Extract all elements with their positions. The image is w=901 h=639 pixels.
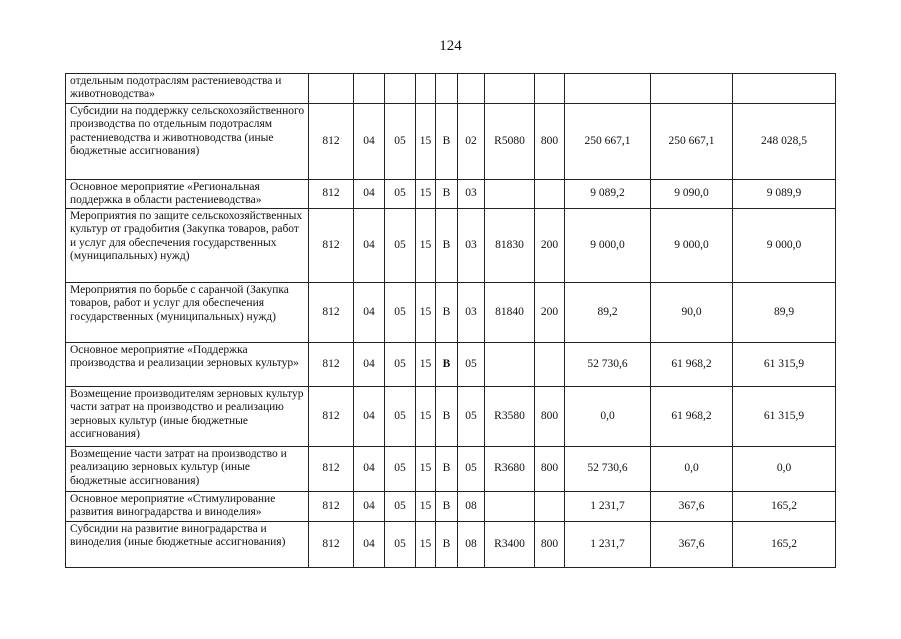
cell-grbs: 812 bbox=[309, 387, 354, 447]
cell-expense-type: 800 bbox=[535, 104, 565, 180]
cell-pr: 05 bbox=[385, 283, 416, 343]
cell-sum-year1: 89,2 bbox=[565, 283, 651, 343]
page-number: 124 bbox=[439, 38, 462, 54]
cell-pr: 05 bbox=[385, 209, 416, 283]
cell-direction bbox=[485, 492, 535, 522]
cell-sum-year3: 61 315,9 bbox=[733, 343, 836, 387]
cell-pr: 05 bbox=[385, 492, 416, 522]
cell-sum-year2 bbox=[651, 74, 733, 104]
cell-sum-year2: 61 968,2 bbox=[651, 387, 733, 447]
cell-subprogram: В bbox=[436, 180, 458, 209]
row-name: Возмещение части затрат на производство и реализацию зерновых культур (иные бюджетные ассигнования) bbox=[66, 447, 309, 492]
table-row bbox=[66, 343, 836, 387]
cell-subprogram: В bbox=[436, 343, 458, 387]
cell-subprogram: В bbox=[436, 283, 458, 343]
cell-sum-year2: 367,6 bbox=[651, 522, 733, 568]
cell-subprogram: В bbox=[436, 209, 458, 283]
row-name: Основное мероприятие «Стимулирование развития виноградарства и виноделия» bbox=[66, 492, 309, 522]
cell-sum-year3: 9 000,0 bbox=[733, 209, 836, 283]
table-row bbox=[66, 74, 836, 104]
cell-sum-year3: 0,0 bbox=[733, 447, 836, 492]
table-row bbox=[66, 209, 836, 283]
cell-subprogram: В bbox=[436, 104, 458, 180]
cell-sum-year1: 52 730,6 bbox=[565, 343, 651, 387]
cell-program: 15 bbox=[416, 104, 436, 180]
cell-direction: R3680 bbox=[485, 447, 535, 492]
table-row bbox=[66, 180, 836, 209]
cell-subprogram: В bbox=[436, 492, 458, 522]
cell-direction bbox=[485, 74, 535, 104]
cell-pr: 05 bbox=[385, 180, 416, 209]
cell-direction: R5080 bbox=[485, 104, 535, 180]
row-name: Мероприятия по защите сельскохозяйственных культур от градобития (Закупка товаров, работ и услуг для обеспечения государственных (муниципальных) нужд) bbox=[66, 209, 309, 283]
table-row bbox=[66, 447, 836, 492]
cell-direction bbox=[485, 180, 535, 209]
cell-pr: 05 bbox=[385, 522, 416, 568]
cell-grbs: 812 bbox=[309, 283, 354, 343]
cell-sum-year3: 248 028,5 bbox=[733, 104, 836, 180]
cell-expense-type: 200 bbox=[535, 283, 565, 343]
cell-sum-year1: 52 730,6 bbox=[565, 447, 651, 492]
row-name: Субсидии на поддержку сельскохозяйственного производства по отдельным подотраслям растениеводства и животноводства (иные бюджетные ассигнования) bbox=[66, 104, 309, 180]
cell-sum-year1: 1 231,7 bbox=[565, 522, 651, 568]
cell-program bbox=[416, 74, 436, 104]
cell-rz: 04 bbox=[354, 387, 385, 447]
cell-rz: 04 bbox=[354, 209, 385, 283]
cell-event: 05 bbox=[458, 447, 485, 492]
table-row bbox=[66, 104, 836, 180]
cell-sum-year1: 250 667,1 bbox=[565, 104, 651, 180]
cell-expense-type bbox=[535, 180, 565, 209]
cell-event: 05 bbox=[458, 387, 485, 447]
cell-grbs: 812 bbox=[309, 180, 354, 209]
cell-event: 03 bbox=[458, 180, 485, 209]
cell-pr: 05 bbox=[385, 387, 416, 447]
cell-sum-year1: 9 000,0 bbox=[565, 209, 651, 283]
cell-direction: R3580 bbox=[485, 387, 535, 447]
cell-sum-year1: 9 089,2 bbox=[565, 180, 651, 209]
cell-rz bbox=[354, 74, 385, 104]
row-name: Основное мероприятие «Поддержка производства и реализации зерновых культур» bbox=[66, 343, 309, 387]
cell-event: 02 bbox=[458, 104, 485, 180]
cell-direction: R3400 bbox=[485, 522, 535, 568]
cell-program: 15 bbox=[416, 492, 436, 522]
cell-program: 15 bbox=[416, 283, 436, 343]
cell-sum-year3: 9 089,9 bbox=[733, 180, 836, 209]
cell-expense-type: 800 bbox=[535, 387, 565, 447]
cell-expense-type bbox=[535, 343, 565, 387]
cell-grbs: 812 bbox=[309, 492, 354, 522]
cell-expense-type: 200 bbox=[535, 209, 565, 283]
cell-program: 15 bbox=[416, 447, 436, 492]
cell-expense-type bbox=[535, 74, 565, 104]
cell-grbs: 812 bbox=[309, 343, 354, 387]
cell-pr: 05 bbox=[385, 343, 416, 387]
cell-sum-year3: 165,2 bbox=[733, 522, 836, 568]
cell-program: 15 bbox=[416, 209, 436, 283]
cell-event: 03 bbox=[458, 283, 485, 343]
cell-sum-year2: 9 090,0 bbox=[651, 180, 733, 209]
cell-pr: 05 bbox=[385, 447, 416, 492]
cell-subprogram: В bbox=[436, 522, 458, 568]
cell-program: 15 bbox=[416, 180, 436, 209]
cell-expense-type: 800 bbox=[535, 522, 565, 568]
cell-sum-year2: 0,0 bbox=[651, 447, 733, 492]
cell-pr: 05 bbox=[385, 104, 416, 180]
cell-sum-year1: 1 231,7 bbox=[565, 492, 651, 522]
cell-sum-year3: 165,2 bbox=[733, 492, 836, 522]
cell-event: 08 bbox=[458, 492, 485, 522]
cell-direction bbox=[485, 343, 535, 387]
row-name: Субсидии на развитие виноградарства и виноделия (иные бюджетные ассигнования) bbox=[66, 522, 309, 568]
cell-sum-year1: 0,0 bbox=[565, 387, 651, 447]
cell-rz: 04 bbox=[354, 343, 385, 387]
cell-expense-type: 800 bbox=[535, 447, 565, 492]
cell-rz: 04 bbox=[354, 447, 385, 492]
table-row bbox=[66, 387, 836, 447]
table-row bbox=[66, 522, 836, 568]
cell-grbs bbox=[309, 74, 354, 104]
cell-subprogram bbox=[436, 74, 458, 104]
cell-sum-year2: 61 968,2 bbox=[651, 343, 733, 387]
cell-expense-type bbox=[535, 492, 565, 522]
row-name: Основное мероприятие «Региональная поддержка в области растениеводства» bbox=[66, 180, 309, 209]
cell-sum-year2: 9 000,0 bbox=[651, 209, 733, 283]
budget-table bbox=[65, 73, 836, 568]
cell-sum-year2: 90,0 bbox=[651, 283, 733, 343]
cell-subprogram: В bbox=[436, 447, 458, 492]
cell-sum-year3: 61 315,9 bbox=[733, 387, 836, 447]
cell-grbs: 812 bbox=[309, 104, 354, 180]
cell-grbs: 812 bbox=[309, 209, 354, 283]
cell-sum-year2: 250 667,1 bbox=[651, 104, 733, 180]
table-row bbox=[66, 492, 836, 522]
cell-program: 15 bbox=[416, 387, 436, 447]
cell-rz: 04 bbox=[354, 492, 385, 522]
cell-program: 15 bbox=[416, 343, 436, 387]
cell-sum-year2: 367,6 bbox=[651, 492, 733, 522]
table-row bbox=[66, 283, 836, 343]
cell-direction: 81830 bbox=[485, 209, 535, 283]
cell-rz: 04 bbox=[354, 522, 385, 568]
cell-program: 15 bbox=[416, 522, 436, 568]
row-name: отдельным подотраслям растениеводства и животноводства» bbox=[66, 74, 309, 104]
row-name: Возмещение производителям зерновых культур части затрат на производство и реализацию зерновых культур (иные бюджетные ассигнования) bbox=[66, 387, 309, 447]
cell-rz: 04 bbox=[354, 180, 385, 209]
cell-event: 05 bbox=[458, 343, 485, 387]
cell-pr bbox=[385, 74, 416, 104]
cell-rz: 04 bbox=[354, 104, 385, 180]
cell-rz: 04 bbox=[354, 283, 385, 343]
cell-sum-year3: 89,9 bbox=[733, 283, 836, 343]
cell-sum-year3 bbox=[733, 74, 836, 104]
cell-event: 03 bbox=[458, 209, 485, 283]
cell-direction: 81840 bbox=[485, 283, 535, 343]
cell-grbs: 812 bbox=[309, 522, 354, 568]
cell-sum-year1 bbox=[565, 74, 651, 104]
cell-event bbox=[458, 74, 485, 104]
cell-grbs: 812 bbox=[309, 447, 354, 492]
row-name: Мероприятия по борьбе с саранчой (Закупка товаров, работ и услуг для обеспечения государственных (муниципальных) нужд) bbox=[66, 283, 309, 343]
cell-subprogram: В bbox=[436, 387, 458, 447]
cell-event: 08 bbox=[458, 522, 485, 568]
